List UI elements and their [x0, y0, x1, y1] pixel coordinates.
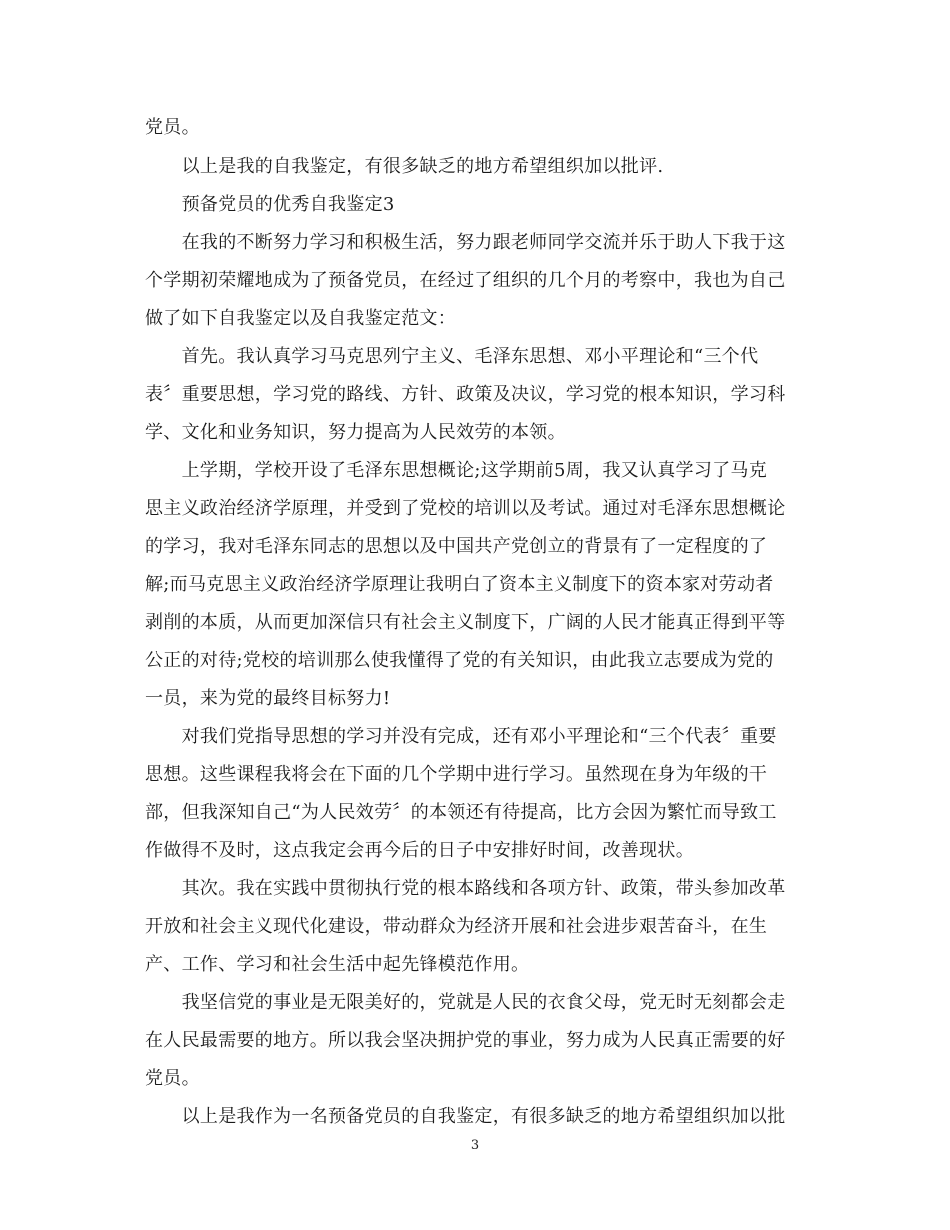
text-line: 开放和社会主义现代化建设，带动群众为经济开展和社会进步艰苦奋斗，在生	[145, 916, 768, 937]
text-line: 一员，来为党的最终目标努力!	[145, 688, 391, 709]
text-line: 学、文化和业务知识，努力提高为人民效劳的本领。	[145, 422, 566, 443]
text-line: 在我的不断努力学习和积极生活，努力跟老师同学交流并乐于助人下我于这	[145, 232, 786, 253]
text-line: 剥削的本质，从而更加深信只有社会主义制度下，广阔的人民才能真正得到平等	[145, 612, 786, 633]
text-line: 其次。我在实践中贯彻执行党的根本路线和各项方针、政策，带头参加改革	[145, 878, 786, 899]
text-line: 党员。	[145, 1068, 200, 1089]
text-line: 表〞重要思想，学习党的路线、方针、政策及决议，学习党的根本知识，学习科	[145, 384, 786, 405]
text-line: 思主义政治经济学原理，并受到了党校的培训以及考试。通过对毛泽东思想概论	[145, 498, 786, 519]
text-line: 做了如下自我鉴定以及自我鉴定范文：	[145, 308, 457, 329]
text-line: 以上是我的自我鉴定，有很多缺乏的地方希望组织加以批评.	[145, 156, 664, 177]
section-heading: 预备党员的优秀自我鉴定3	[145, 194, 395, 215]
text-line: 作做得不及时，这点我定会再今后的日子中安排好时间，改善现状。	[145, 840, 694, 861]
text-line: 在人民最需要的地方。所以我会坚决拥护党的事业，努力成为人民真正需要的好	[145, 1030, 786, 1051]
text-line: 党员。	[145, 117, 200, 138]
text-line: 解;而马克思主义政治经济学原理让我明白了资本主义制度下的资本家对劳动者	[145, 574, 774, 595]
text-line: 公正的对待;党校的培训那么使我懂得了党的有关知识，由此我立志要成为党的	[145, 650, 774, 671]
page-number: 3	[470, 1138, 480, 1153]
text-line: 产、工作、学习和社会生活中起先锋模范作用。	[145, 954, 530, 975]
text-line: 对我们党指导思想的学习并没有完成，还有邓小平理论和“三个代表〞重要	[145, 726, 777, 747]
text-line: 思想。这些课程我将会在下面的几个学期中进行学习。虽然现在身为年级的干	[145, 764, 768, 785]
text-line: 部，但我深知自己“为人民效劳〞的本领还有待提高，比方会因为繁忙而导致工	[145, 802, 777, 823]
text-line: 首先。我认真学习马克思列宁主义、毛泽东思想、邓小平理论和“三个代	[145, 346, 759, 367]
text-line: 以上是我作为一名预备党员的自我鉴定，有很多缺乏的地方希望组织加以批	[145, 1106, 786, 1127]
text-line: 我坚信党的事业是无限美好的，党就是人民的衣食父母，党无时无刻都会走	[145, 992, 786, 1013]
text-line: 的学习，我对毛泽东同志的思想以及中国共产党创立的背景有了一定程度的了	[145, 536, 768, 557]
text-line: 个学期初荣耀地成为了预备党员，在经过了组织的几个月的考察中，我也为自己	[145, 270, 786, 291]
text-line: 上学期，学校开设了毛泽东思想概论;这学期前5周，我又认真学习了马克	[145, 460, 768, 481]
